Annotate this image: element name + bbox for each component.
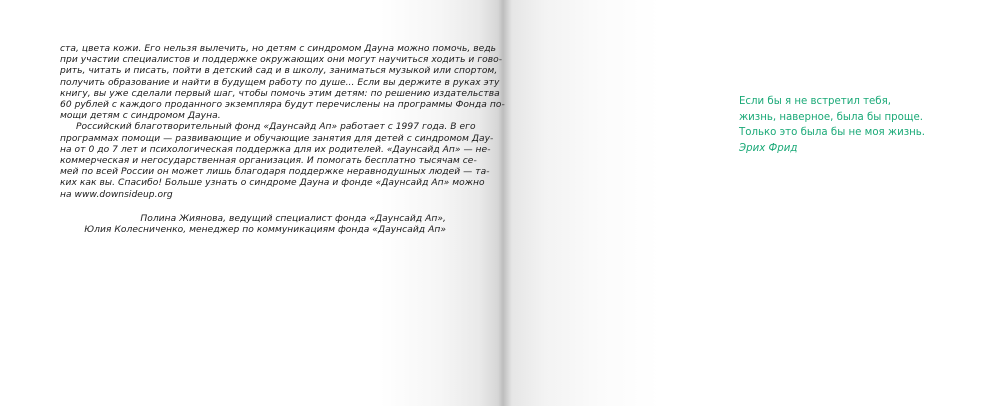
text-line: книгу, вы уже сделали первый шаг, чтобы помочь этим детям: по решению издательства xyxy=(60,88,500,99)
signatures xyxy=(60,214,446,236)
quote-line: жизнь, наверное, была бы проще. xyxy=(739,111,923,123)
quote-author: Эрих Фрид xyxy=(739,142,798,154)
text-line: рить, читать и писать, пойти в детский сад и в школу, заниматься музыкой или спортом, xyxy=(60,66,498,77)
text-line: на www.downsideup.org xyxy=(60,189,173,200)
paragraph-1 xyxy=(60,44,505,122)
text-line: Российский благотворительный фонд «Даунсайд Ап» работает с 1997 года. В его xyxy=(76,122,476,133)
right-page-epigraph xyxy=(739,94,979,156)
signature-line: Полина Жиянова, ведущий специалист фонда «Даунсайд Ап», xyxy=(140,213,446,224)
left-page xyxy=(60,44,505,236)
text-line: получить образование и найти в будущем работу по душе... Если вы держите в руках эту xyxy=(60,77,500,88)
text-line: 60 рублей с каждого проданного экземпляра будут перечислены на программы Фонда по- xyxy=(60,100,505,111)
quote-line: Только это была бы не моя жизнь. xyxy=(739,127,926,139)
quote-line: Если бы я не встретил тебя, xyxy=(739,96,891,107)
text-line: коммерческая и негосударственная организация. И помогать бесплатно тысячам се- xyxy=(60,156,477,167)
signature-line: Юлия Колесниченко, менеджер по коммуникациям фонда «Даунсайд Ап» xyxy=(84,225,446,236)
text-line: мей по всей России он может лишь благодаря поддержке неравнодушных людей — та- xyxy=(60,167,490,178)
text-line: при участии специалистов и поддержке окружающих они могут научиться ходить и гово- xyxy=(60,55,503,66)
text-line: ста, цвета кожи. Его нельзя вылечить, но детям с синдромом Дауна можно помочь, ведь xyxy=(60,44,497,54)
text-line: на от 0 до 7 лет и психологическая поддержка для их родителей. «Даунсайд Ап» — не- xyxy=(60,144,491,155)
paragraph-2 xyxy=(60,122,494,200)
text-line: мощи детям с синдромом Дауна. xyxy=(60,111,221,122)
text-line: программах помощи — развивающие и обучающие занятия для детей с синдромом Дау- xyxy=(60,133,494,144)
text-line: ких как вы. Спасибо! Больше узнать о синдроме Дауна и фонде «Даунсайд Ап» можно xyxy=(60,178,485,189)
